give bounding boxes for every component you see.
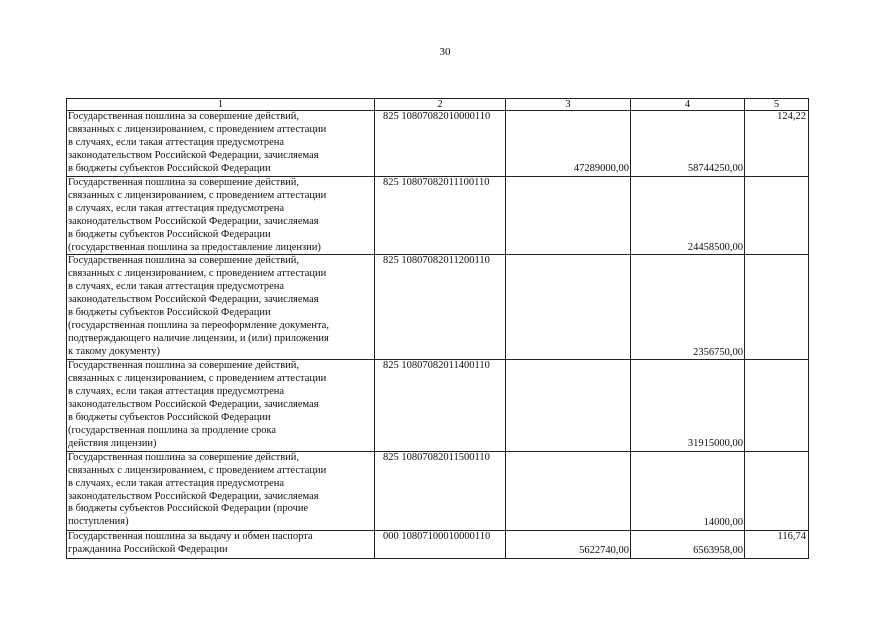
row-name-line: законодательством Российской Федерации, зачисляемая — [68, 215, 319, 227]
row-name-line: законодательством Российской Федерации, зачисляемая — [68, 399, 319, 411]
row-name-line: законодательством Российской Федерации, зачисляемая — [68, 294, 319, 306]
table-row — [67, 451, 809, 530]
row-col5-cell: 116,74 — [745, 530, 809, 558]
row-name-line: (государственная пошлина за продление срока — [68, 424, 277, 436]
row-col4-cell: 14000,00 — [631, 451, 745, 530]
row-name-line: в случаях, если такая аттестация предусмотрена — [68, 281, 285, 293]
row-col3-cell: 47289000,00 — [506, 111, 631, 177]
row-name-line: в случаях, если такая аттестация предусмотрена — [68, 136, 285, 148]
row-col3-cell — [506, 451, 631, 530]
table-row — [67, 111, 809, 177]
row-col4-cell: 58744250,00 — [631, 111, 745, 177]
row-name-line: связанных с лицензированием, с проведением аттестации — [68, 373, 327, 385]
row-col3-cell — [506, 177, 631, 255]
row-name-line: законодательством Российской Федерации, зачисляемая — [68, 490, 319, 502]
row-col4-cell: 6563958,00 — [631, 530, 745, 558]
row-name-cell — [67, 255, 375, 360]
header-col-4: 4 — [631, 99, 745, 111]
table-header-row — [67, 99, 809, 111]
header-col-5: 5 — [745, 99, 809, 111]
row-col4-cell: 2356750,00 — [631, 255, 745, 360]
header-col-2: 2 — [375, 99, 506, 111]
page-number: 30 — [439, 46, 451, 58]
row-code-cell: 825 10807082011500110 — [375, 451, 506, 530]
row-col5-cell — [745, 177, 809, 255]
row-col4-cell: 24458500,00 — [631, 177, 745, 255]
row-name-line: связанных с лицензированием, с проведением аттестации — [68, 189, 327, 201]
table-row — [67, 255, 809, 360]
row-name-cell — [67, 360, 375, 451]
row-name-line: Государственная пошлина за совершение действий, — [68, 255, 300, 267]
row-name-line: поступления) — [68, 516, 129, 528]
row-code-cell: 825 10807082010000110 — [375, 111, 506, 177]
row-name-line: в бюджеты субъектов Российской Федерации — [68, 307, 271, 319]
row-name-line: Государственная пошлина за выдачу и обмен паспорта — [68, 530, 313, 542]
row-name-line: Государственная пошлина за совершение действий, — [68, 360, 300, 372]
row-name-line: Государственная пошлина за совершение действий, — [68, 177, 300, 188]
row-col5-cell — [745, 451, 809, 530]
header-col-3: 3 — [506, 99, 631, 111]
row-code-cell: 825 10807082011400110 — [375, 360, 506, 451]
row-name-line: законодательством Российской Федерации, зачисляемая — [68, 149, 319, 161]
row-name-line: гражданина Российской Федерации — [68, 543, 228, 555]
row-col3-cell — [506, 360, 631, 451]
row-name-line: связанных с лицензированием, с проведением аттестации — [68, 268, 327, 280]
row-name-line: в бюджеты субъектов Российской Федерации (прочие — [68, 503, 309, 515]
row-name-line: в случаях, если такая аттестация предусмотрена — [68, 386, 285, 398]
row-col3-cell — [506, 255, 631, 360]
table-row — [67, 360, 809, 451]
table-row — [67, 530, 809, 558]
row-name-cell — [67, 451, 375, 530]
row-name-cell — [67, 111, 375, 177]
row-col4-cell: 31915000,00 — [631, 360, 745, 451]
row-name-line: (государственная пошлина за переоформление документа, — [68, 319, 329, 331]
row-code-cell: 825 10807082011200110 — [375, 255, 506, 360]
row-name-line: подтверждающего наличие лицензии, и (или) приложения — [68, 332, 329, 344]
row-name-line: действия лицензии) — [68, 437, 157, 449]
row-name-line: связанных с лицензированием, с проведением аттестации — [68, 123, 327, 135]
row-name-line: Государственная пошлина за совершение действий, — [68, 111, 300, 122]
row-col3-cell: 5622740,00 — [506, 530, 631, 558]
row-name-line: в случаях, если такая аттестация предусмотрена — [68, 477, 285, 489]
budget-table — [66, 98, 809, 559]
row-code-cell: 825 10807082011100110 — [375, 177, 506, 255]
row-name-line: в бюджеты субъектов Российской Федерации — [68, 162, 271, 174]
row-name-line: в бюджеты субъектов Российской Федерации — [68, 228, 271, 240]
row-name-line: Государственная пошлина за совершение действий, — [68, 451, 300, 463]
row-name-line: к такому документу) — [68, 345, 161, 357]
row-col5-cell — [745, 360, 809, 451]
row-name-line: (государственная пошлина за предоставление лицензии) — [68, 241, 321, 253]
table-row — [67, 177, 809, 255]
header-col-1: 1 — [67, 99, 375, 111]
row-name-cell — [67, 177, 375, 255]
row-code-cell: 000 10807100010000110 — [375, 530, 506, 558]
row-col5-cell — [745, 255, 809, 360]
row-name-cell — [67, 530, 375, 558]
row-col5-cell: 124,22 — [745, 111, 809, 177]
row-name-line: в случаях, если такая аттестация предусмотрена — [68, 202, 285, 214]
row-name-line: в бюджеты субъектов Российской Федерации — [68, 412, 271, 424]
row-name-line: связанных с лицензированием, с проведением аттестации — [68, 464, 327, 476]
